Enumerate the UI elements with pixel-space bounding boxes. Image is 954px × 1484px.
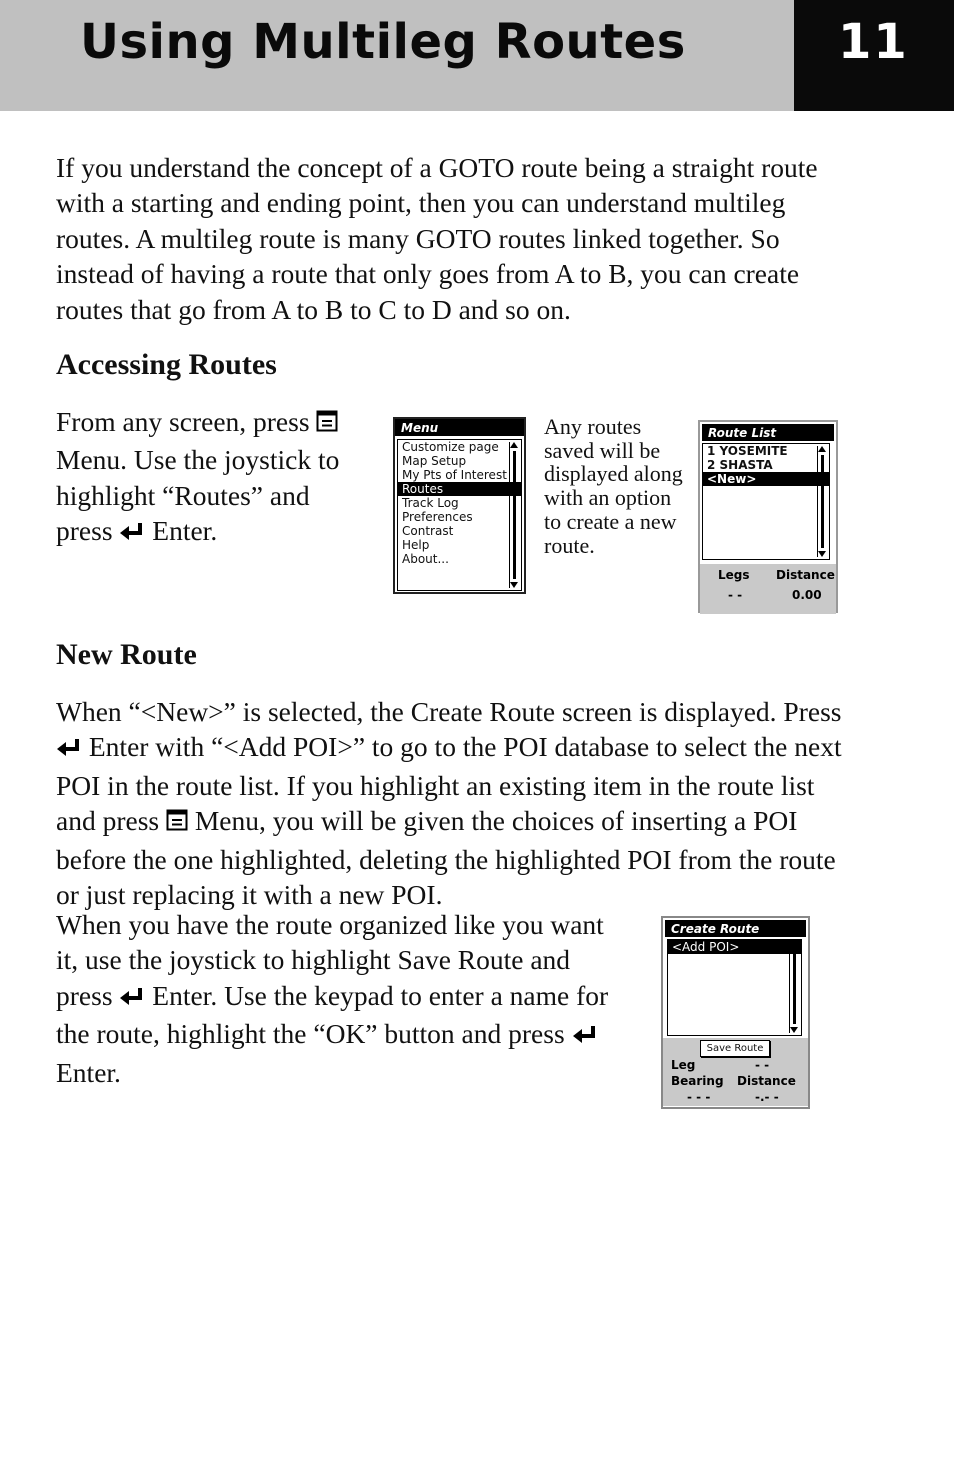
accessing-routes-heading: Accessing Routes: [56, 348, 277, 381]
menu-item[interactable]: Track Log: [402, 496, 459, 510]
leg-value: - -: [755, 1058, 770, 1072]
scroll-down-arrow-icon[interactable]: [818, 551, 826, 557]
menu-icon: [166, 804, 188, 839]
enter-icon: [572, 1017, 598, 1052]
bearing-value: - - -: [687, 1090, 711, 1104]
create-route-title: Create Route: [665, 920, 806, 937]
menu-item[interactable]: My Pts of Interest: [402, 468, 507, 482]
scroll-down-arrow-icon[interactable]: [510, 582, 518, 588]
page-number: 11: [838, 14, 909, 70]
new-route-text-d: When you have the route organized like you want it, use the joystick to highlight Save Route and press: [56, 909, 604, 1011]
distance-value: -.- -: [755, 1090, 779, 1104]
new-route-paragraph-2: [56, 907, 626, 1090]
route-list-screen: [698, 420, 838, 613]
route-list-item[interactable]: 1 YOSEMITE: [707, 444, 788, 458]
distance-label: Distance: [737, 1074, 796, 1088]
menu-item[interactable]: Preferences: [402, 510, 473, 524]
bearing-label: Bearing: [671, 1074, 724, 1088]
new-route-text-c: Menu, you will be given the choices of inserting a POI before the one highlighted, deleting the highlighted POI from the route or just replacing it with a new POI.: [56, 805, 836, 910]
distance-label: Distance: [776, 568, 835, 582]
menu-item[interactable]: Map Setup: [402, 454, 467, 468]
menu-item[interactable]: About...: [402, 552, 449, 566]
menu-item[interactable]: Help: [402, 538, 430, 552]
create-route-scrollbar[interactable]: [789, 942, 799, 1033]
create-route-item[interactable]: <Add POI>: [668, 940, 801, 954]
scroll-up-arrow-icon[interactable]: [510, 442, 518, 448]
scroll-up-arrow-icon[interactable]: [818, 446, 826, 452]
route-list-scrollbar[interactable]: [817, 446, 827, 557]
save-route-button[interactable]: Save Route: [700, 1040, 770, 1057]
route-list-caption: Any routes saved will be displayed along with an option to create a new route.: [544, 414, 683, 558]
create-route-screen: [661, 916, 810, 1109]
route-list: [702, 443, 830, 560]
distance-value: 0.00: [792, 588, 822, 602]
menu-screen: [393, 417, 526, 594]
menu-icon: [316, 405, 338, 440]
page-title: Using Multileg Routes: [80, 14, 686, 70]
accessing-paragraph: [56, 404, 366, 552]
route-list-title: Route List: [702, 424, 834, 441]
enter-icon: [119, 514, 145, 549]
accessing-text-c: Enter.: [152, 515, 218, 547]
route-list-item[interactable]: <New>: [703, 472, 829, 486]
menu-list: [397, 439, 522, 591]
new-route-paragraph-1: [56, 694, 846, 912]
menu-item[interactable]: Routes: [398, 482, 521, 496]
menu-item[interactable]: Customize page: [402, 440, 499, 454]
menu-item[interactable]: Contrast: [402, 524, 454, 538]
accessing-text-b: Menu. Use the joystick to highlight “Routes” and press: [56, 444, 340, 547]
new-route-text-f: Enter.: [56, 1056, 121, 1088]
create-route-list: [667, 939, 802, 1036]
new-route-text-e: Enter. Use the keypad to enter a name for the route, highlight the “OK” button and press: [56, 979, 609, 1050]
menu-scrollbar[interactable]: [509, 442, 519, 588]
create-route-panel: [663, 1038, 808, 1106]
new-route-heading: New Route: [56, 638, 197, 671]
route-list-stats: [700, 564, 836, 614]
menu-screen-title: Menu: [395, 419, 524, 436]
enter-icon: [56, 730, 82, 765]
route-list-item[interactable]: 2 SHASTA: [707, 458, 773, 472]
intro-paragraph: If you understand the concept of a GOTO route being a straight route with a starting and ending point, then you can understand multileg routes. A multileg route is many GOTO routes linked together. So instead of having a route that only goes from A to B, you can create routes that go from A to B to C to D and so on.: [56, 152, 818, 325]
scroll-up-arrow-icon[interactable]: [790, 942, 798, 948]
new-route-text-a: When “<New>” is selected, the Create Route screen is displayed. Press: [56, 696, 842, 727]
leg-label: Leg: [671, 1058, 696, 1072]
legs-label: Legs: [718, 568, 750, 582]
accessing-text-a: From any screen, press: [56, 406, 310, 437]
legs-value: - -: [728, 588, 743, 602]
enter-icon: [119, 979, 145, 1014]
scroll-down-arrow-icon[interactable]: [790, 1027, 798, 1033]
new-route-text-b: Enter with “<Add POI>” to go to the POI database to select the next POI in the route list. If you highlight an existing item in the route list and press: [56, 731, 842, 837]
